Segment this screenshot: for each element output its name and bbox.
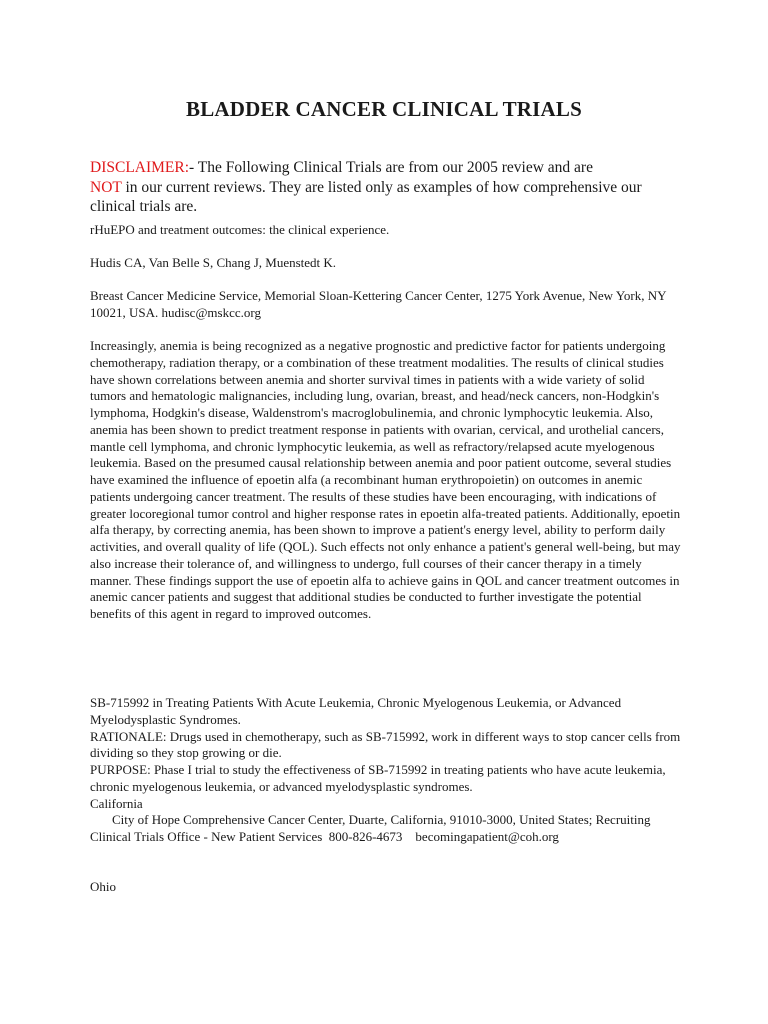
trial-2-contact: Clinical Trials Office - New Patient Services 800-826-4673 becomingapatient@coh.org	[90, 829, 559, 844]
trial-2-section	[90, 695, 690, 846]
trial-1-abstract: Increasingly, anemia is being recognized as a negative prognostic and predictive factor for patients undergoing chemotherapy, radiation therapy, or a combination of these treatment modalities. The results of clinical studies have shown correlations between anemia and shorter survival times in patients with a wide variety of solid tumors and hematologic malignancies, including lung, ovarian, breast, and head/neck cancers, non-Hodgkin's lymphoma, Hodgkin's disease, Waldenstrom's macroglobulinemia, and chronic lymphocytic leukemia. Also, anemia has been shown to predict treatment response in patients with ovarian, cervical, and urothelial cancers, mantle cell lymphoma, and chronic lymphocytic leukemia, as well as refractory/relapsed acute myelogenous leukemia. Based on the presumed causal relationship between anemia and poor patient outcome, several studies have examined the influence of epoetin alfa (a recombinant human erythropoietin) on outcomes in anemic patients undergoing cancer treatment. The results of these studies have been encouraging, with indications of greater locoregional tumor control and higher response rates in epoetin alfa-treated patients. Additionally, epoetin alfa therapy, by correcting anemia, has been shown to improve a patient's energy level, ability to perform daily activities, and overall quality of life (QOL). Such effects not only enhance a patient's general well-being, but may also increase their tolerance of, and willingness to undergo, full courses of their cancer therapy in a timely manner. These findings support the use of epoetin alfa to achieve gains in QOL and cancer treatment outcomes in anemic cancer patients and suggest that additional studies be conducted to further investigate the potential benefits of this agent in regard to improved outcomes.	[90, 338, 681, 621]
document-title: BLADDER CANCER CLINICAL TRIALS	[186, 97, 582, 121]
trial-2-rationale: RATIONALE: Drugs used in chemotherapy, such as SB-715992, work in different ways to stop cancer cells from dividing so they stop growing or die.	[90, 728, 681, 761]
disclaimer-not-word: NOT	[90, 178, 122, 196]
next-state-heading: Ohio	[90, 879, 116, 894]
trial-2-state: California	[90, 795, 143, 811]
trial-1-authors: Hudis CA, Van Belle S, Chang J, Muenstedt K.	[90, 255, 337, 270]
trial-2-title: SB-715992 in Treating Patients With Acute Leukemia, Chronic Myelogenous Leukemia, or Advanced Myelodysplastic Syndromes.	[90, 695, 622, 727]
trial-2-site: City of Hope Comprehensive Cancer Center, Duarte, California, 91010-3000, United States; Recruiting	[112, 812, 651, 828]
disclaimer-paragraph	[90, 158, 690, 217]
disclaimer-text-2: in our current reviews. They are listed only as examples of how comprehensive our clinical trials are.	[90, 178, 642, 215]
disclaimer-label: DISCLAIMER:	[90, 159, 190, 176]
trial-1-title: rHuEPO and treatment outcomes: the clinical experience.	[90, 222, 390, 237]
trial-2-purpose: PURPOSE: Phase I trial to study the effectiveness of SB-715992 in treating patients who have acute leukemia, chronic myelogenous leukemia, or advanced myelodysplastic syndromes.	[90, 762, 666, 794]
trial-1-affiliation: Breast Cancer Medicine Service, Memorial Sloan-Kettering Cancer Center, 1275 York Avenue, New York, NY 10021, USA. hudisc@mskcc.org	[90, 288, 667, 320]
disclaimer-text-1: - The Following Clinical Trials are from our 2005 review and are	[189, 159, 593, 176]
